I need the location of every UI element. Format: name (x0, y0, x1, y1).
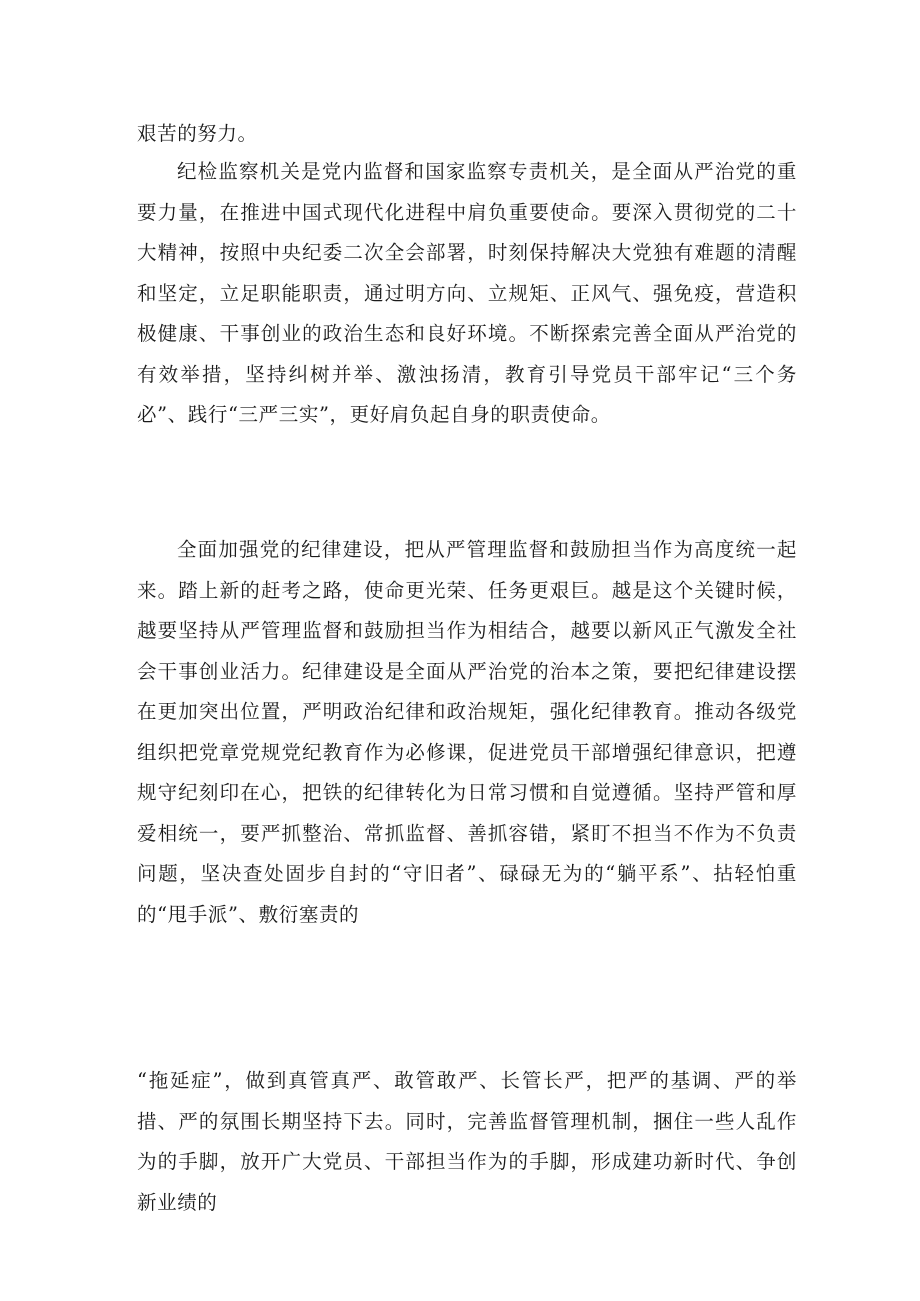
paragraph-discipline-building: 全面加强党的纪律建设，把从严管理监督和鼓励担当作为高度统一起来。踏上新的赶考之路，使命更光荣、任务更艰巨。越是这个关键时候，越要坚持从严管理监督和鼓励担当作为相结合，越要以新风正气激发全社会干事创业活力。纪律建设是全面从严治党的治本之策，要把纪律建设摆在更加突出位置，严明政治纪律和政治规矩，强化纪律教育。推动各级党组织把党章党规党纪教育作为必修课，促进党员干部增强纪律意识，把遵规守纪刻印在心，把铁的纪律转化为日常习惯和自觉遵循。坚持严管和厚爱相统一，要严抓整治、常抓监督、善抓容错，紧盯不担当不作为不负责问题，坚决查处固步自封的“守旧者”、碌碌无为的“躺平系”、拈轻怕重的“甩手派”、敷衍塞责的 (137, 538, 797, 926)
paragraph-supervision-organs: 纪检监察机关是党内监督和国家监察专责机关，是全面从严治党的重要力量，在推进中国式现代化进程中肩负重要使命。要深入贯彻党的二十大精神，按照中央纪委二次全会部署，时刻保持解决大党独有难题的清醒和坚定，立足职能职责，通过明方向、立规矩、正风气、强免疫，营造积极健康、干事创业的政治生态和良好环境。不断探索完善全面从严治党的有效举措，坚持纠树并举、激浊扬清，教育引导党员干部牢记“三个务必”、践行“三严三实”，更好肩负起自身的职责使命。 (137, 160, 797, 426)
paragraph-continuation-top: 艰苦的努力。 (137, 122, 258, 145)
paragraph-continuation-bottom: “拖延症”，做到真管真严、敢管敢严、长管长严，把严的基调、严的举措、严的氛围长期坚持下去。同时，完善监督管理机制，捆住一些人乱作为的手脚，放开广大党员、干部担当作为的手脚，形成建功新时代、争创新业绩的 (137, 1069, 797, 1214)
